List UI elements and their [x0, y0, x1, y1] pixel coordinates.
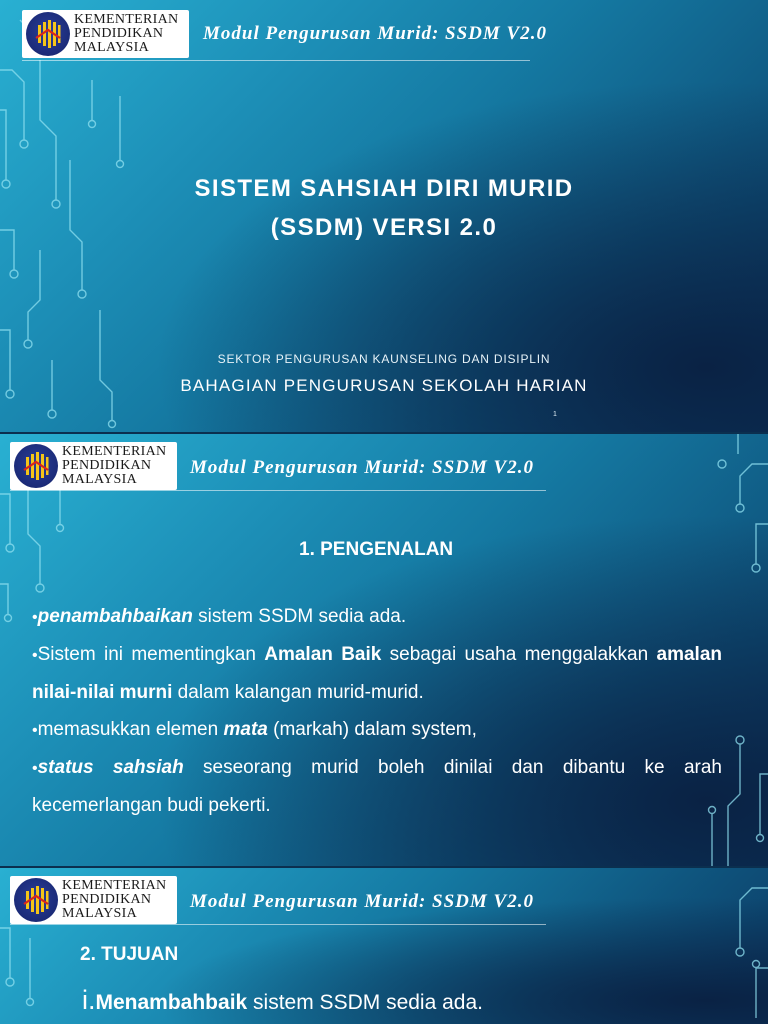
slide-title	[0, 0, 768, 432]
logo-line-3: MALAYSIA	[62, 472, 138, 487]
ministry-logo	[10, 876, 177, 924]
bullet-list	[32, 598, 722, 824]
logo-line-1: KEMENTERIAN	[62, 444, 167, 459]
slide-introduction	[0, 434, 768, 866]
ministry-logo	[22, 10, 189, 58]
section-heading: 2. TUJUAN	[80, 944, 179, 965]
page-number: 1	[553, 411, 557, 418]
ministry-crest-icon	[14, 878, 58, 922]
bullet-item: •status sahsiah seseorang murid boleh dinilai dan dibantu ke arah kecemerlangan budi pekerti.	[32, 757, 722, 816]
logo-line-2: PENDIDIKAN	[62, 892, 152, 907]
logo-line-2: PENDIDIKAN	[62, 458, 152, 473]
presentation-title-line-1: SISTEM SAHSIAH DIRI MURID	[194, 175, 574, 202]
ministry-crest-icon	[26, 12, 70, 56]
objective-item: i.Menambahbaik sistem SSDM sedia ada.	[82, 985, 483, 1015]
logo-line-2: PENDIDIKAN	[74, 26, 164, 41]
header-divider	[22, 60, 530, 61]
bullet-item: •memasukkan elemen mata (markah) dalam system,	[32, 719, 477, 740]
bullet-item: •penambahbaikan sistem SSDM sedia ada.	[32, 606, 407, 627]
sector-name: SEKTOR PENGURUSAN KAUNSELING DAN DISIPLIN	[217, 352, 551, 366]
module-title: Modul Pengurusan Murid: SSDM V2.0	[203, 23, 547, 44]
logo-line-3: MALAYSIA	[74, 40, 150, 55]
section-heading: 1. PENGENALAN	[299, 539, 454, 560]
division-name: BAHAGIAN PENGURUSAN SEKOLAH HARIAN	[180, 376, 588, 395]
module-title: Modul Pengurusan Murid: SSDM V2.0	[190, 457, 534, 478]
ministry-crest-icon	[14, 444, 58, 488]
header-divider	[10, 924, 546, 925]
bullet-item: •Sistem ini mementingkan Amalan Baik sebagai usaha menggalakkan amalan nilai-nilai murni dalam kalangan murid-murid.	[32, 644, 722, 703]
logo-line-1: KEMENTERIAN	[74, 12, 179, 27]
slide-objectives	[0, 868, 768, 1024]
logo-line-1: KEMENTERIAN	[62, 878, 167, 893]
header-divider	[10, 490, 546, 491]
module-title: Modul Pengurusan Murid: SSDM V2.0	[190, 891, 534, 912]
ministry-logo	[10, 442, 177, 490]
presentation-title-line-2: (SSDM) VERSI 2.0	[270, 214, 498, 241]
logo-line-3: MALAYSIA	[62, 906, 138, 921]
